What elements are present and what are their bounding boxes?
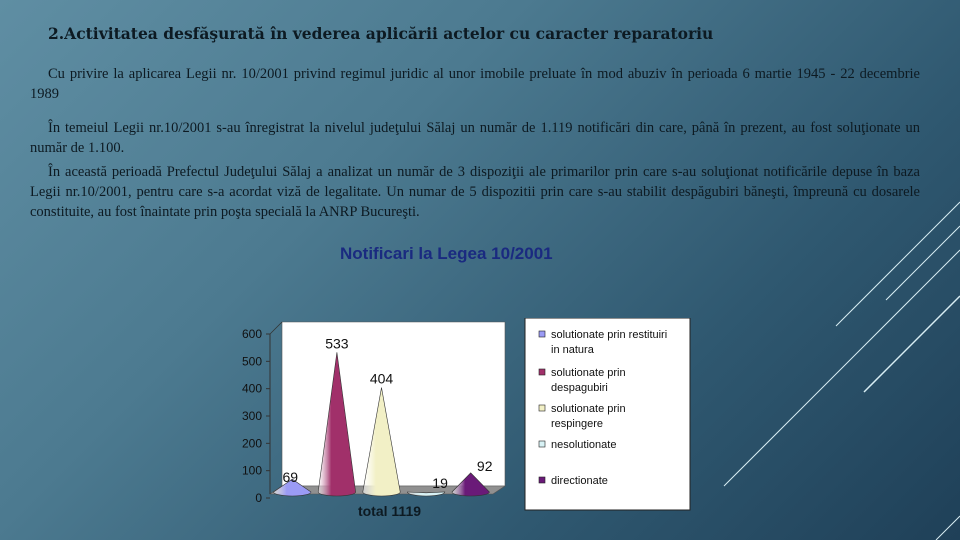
legend-swatch [539, 369, 545, 375]
paragraph-prefect [30, 162, 920, 222]
paragraph-intro [30, 64, 920, 104]
paragraph-intro-text: Cu privire la aplicarea Legii nr. 10/2001 privind regimul juridic al unor imobile preluate în mod abuziv în perioada 6 martie 1945 - 22 decembrie 1989 [30, 66, 920, 102]
data-label: 69 [282, 469, 299, 485]
legend-label: solutionate prin respingere [551, 403, 626, 430]
y-tick-label: 100 [241, 463, 262, 478]
notifications-chart [225, 318, 705, 528]
data-label: 404 [369, 370, 394, 387]
paragraph-notifications-text: În temeiul Legii nr.10/2001 s-au înregistrat la nivelul judeţului Sălaj un număr de 1.119 notificări din care, până în prezent, au fost soluţionate un număr de 1.100. [30, 120, 920, 156]
legend-swatch [539, 477, 545, 483]
section-heading: 2.Activitatea desfăşurată în vederea aplicării actelor cu caracter reparatoriu [48, 24, 714, 43]
paragraph-notifications [30, 118, 920, 158]
y-tick-label: 500 [241, 354, 262, 369]
legend-label: directionate [551, 475, 608, 487]
y-tick-label: 200 [241, 436, 262, 451]
y-tick-label: 400 [241, 381, 262, 396]
data-label: 19 [432, 475, 448, 491]
legend-label: solutionate prin restituiri in natura [551, 329, 668, 356]
data-label: 533 [325, 335, 349, 352]
paragraph-prefect-text: În această perioadă Prefectul Judeţului Sălaj a analizat un număr de 3 dispoziţii ale primarilor prin care s-au soluţionat notificările depuse în baza Legii nr.10/2001, pentru care s-a acordat viză de legalitate. Un numar de 5 dispozitii prin care s-au stabilit despăgubiri băneşti, împreună cu dosarele constituite, au fost înaintate prin poşta specială la ANRP Bucureşti. [30, 164, 920, 220]
y-tick-label: 600 [241, 327, 262, 341]
legend-swatch [539, 405, 545, 411]
y-tick-label: 0 [255, 491, 262, 505]
legend-label: solutionate prin despagubiri [551, 367, 626, 394]
y-tick-label: 300 [241, 409, 262, 423]
legend-swatch [539, 331, 545, 337]
data-label: 92 [476, 457, 493, 474]
legend-swatch [539, 441, 545, 447]
x-axis-label: total 1119 [357, 503, 422, 519]
legend-label: nesolutionate [551, 439, 617, 451]
chart-title: Notificari la Legea 10/2001 [340, 244, 553, 263]
y-axis-top-edge [270, 322, 282, 334]
cone-mark [407, 492, 444, 496]
